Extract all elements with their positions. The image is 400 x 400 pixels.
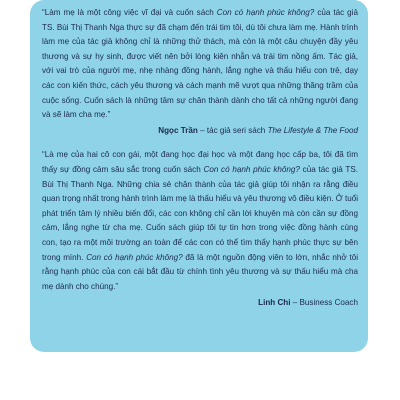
testimonial-signature-1 bbox=[42, 124, 358, 139]
quote-text: của tác giả TS. Bùi Thị Thanh Nga. Những chia sẻ chân thành của tác giả giúp tôi nhận ra rằng điều quan trọng nhất trong hành trình làm mẹ là thấu hiểu và yêu thương vô điều kiện. Ở tuổi phát triển tâm lý nhiều biến đổi, các con không chỉ cần lời khuyên mà còn cần sự đồng cảm, lắng nghe từ cha mẹ. Cuốn sách giúp tôi tự tin hơn trong việc đồng hành cùng con, tạo ra một môi trường an toàn để các con có thể tìm thấy hạnh phúc thực sự bên trong mình. bbox=[42, 164, 358, 262]
testimonial-card bbox=[30, 0, 368, 352]
book-title: Con có hạnh phúc không? bbox=[203, 164, 300, 174]
quote-text: đã là một nguồn động viên to lớn, nhắc nhở tôi rằng hạnh phúc của con cái bắt đầu từ chính tình yêu thương và sự thấu hiểu mà cha mẹ dành cho chúng.” bbox=[42, 252, 358, 291]
testimonial-quote-2 bbox=[42, 148, 358, 294]
quote-text: “Là mẹ của hai cô con gái, một đang học đại học và một đang học cấp ba, tôi đã tìm thấy sự đồng cảm sâu sắc trong cuốn sách bbox=[42, 150, 358, 174]
author-name: Ngọc Trần bbox=[158, 125, 198, 135]
book-title: Con có hạnh phúc không? bbox=[216, 8, 315, 17]
author-book-series: The Lifestyle & The Food bbox=[267, 125, 358, 135]
quote-text: của tác giả TS. Bùi Thị Thanh Nga thực sự đã chạm đến trái tim tôi, dù tôi chưa làm mẹ. Hành trình làm mẹ của tác giả không chỉ là những thử thách, mà còn là một câu chuyện đầy yêu thương và sự hy sinh, được viết nên bởi lòng kiên nhẫn và trái tim nồng ấm. Tác giả, với vai trò của người mẹ, nhẹ nhàng đồng hành, lắng nghe và thấu hiểu con trẻ, dạy các con kiến thức, cách yêu thương và cách mạnh mẽ vượt qua những thăng trầm của cuộc sống. Cuốn sách là những tâm sự chân thành dành cho tất cả những người đang và sẽ làm cha mẹ.” bbox=[42, 8, 358, 120]
book-title: Con có hạnh phúc không? bbox=[86, 252, 183, 262]
author-role: – tác giả seri sách bbox=[197, 125, 268, 135]
author-role: – Business Coach bbox=[290, 298, 358, 308]
quote-text: “Làm mẹ là một công việc vĩ đại và cuốn sách bbox=[42, 8, 217, 17]
testimonial-signature-2 bbox=[42, 296, 358, 311]
testimonial-quote-1 bbox=[42, 6, 358, 123]
author-name: Linh Chi bbox=[258, 298, 291, 308]
